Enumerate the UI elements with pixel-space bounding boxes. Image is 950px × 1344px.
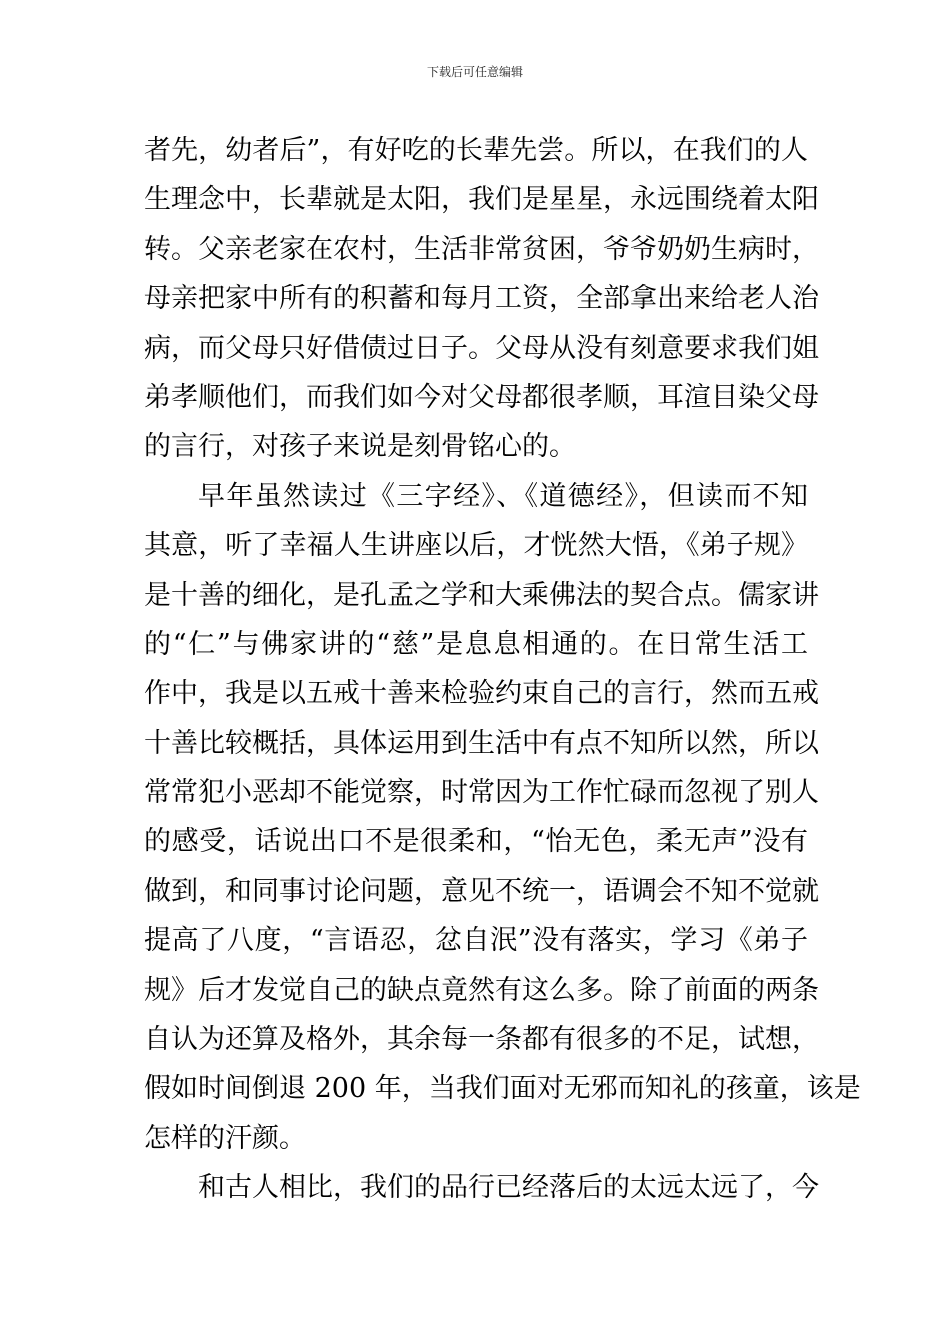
text-line: 病，而父母只好借债过日子。父母从没有刻意要求我们姐	[144, 332, 819, 364]
text-line: 常常犯小恶却不能觉察，时常因为工作忙碌而忽视了别人	[144, 777, 819, 809]
text-line: 母亲把家中所有的积蓄和每月工资，全部拿出来给老人治	[144, 283, 819, 315]
text-line: 作中，我是以五戒十善来检验约束自己的言行，然而五戒	[144, 678, 819, 710]
document-body	[144, 126, 861, 1213]
text-line: 怎样的汗颜。	[144, 1122, 306, 1154]
text-line: 假如时间倒退 200 年，当我们面对无邪而知礼的孩童，该是	[144, 1073, 861, 1105]
paragraph	[144, 1163, 819, 1212]
text-line: 早年虽然读过《三字经》、《道德经》，但读而不知	[198, 480, 808, 512]
text-line: 规》后才发觉自己的缺点竟然有这么多。除了前面的两条	[144, 974, 819, 1006]
text-line: 十善比较概括，具体运用到生活中有点不知所以然，所以	[144, 727, 819, 759]
text-line: 是十善的细化，是孔孟之学和大乘佛法的契合点。儒家讲	[144, 579, 819, 611]
page-header: 下载后可任意编辑	[426, 65, 523, 79]
text-line: 弟孝顺他们，而我们如今对父母都很孝顺，耳渲目染父母	[144, 381, 819, 413]
text-line: 生理念中，长辈就是太阳，我们是星星，永远围绕着太阳	[144, 184, 819, 216]
text-line: 者先，幼者后”，有好吃的长辈先尝。所以，在我们的人	[144, 135, 808, 166]
text-line: 的感受，话说出口不是很柔和，“怡无色，柔无声”没有	[144, 826, 808, 858]
paragraph	[144, 472, 861, 1163]
text-line: 的言行，对孩子来说是刻骨铭心的。	[144, 431, 576, 463]
paragraph	[144, 126, 819, 472]
text-line: 和古人相比，我们的品行已经落后的太远太远了，今	[198, 1172, 819, 1204]
text-line: 的“仁”与佛家讲的“慈”是息息相通的。在日常生活工	[144, 628, 808, 660]
text-line: 转。父亲老家在农村，生活非常贫困，爷爷奶奶生病时，	[144, 233, 819, 265]
text-line: 提高了八度，“言语忍，忿自泯”没有落实，学习《弟子	[144, 925, 808, 957]
text-line: 其意，听了幸福人生讲座以后，才恍然大悟，《弟子规》	[144, 530, 808, 562]
text-line: 自认为还算及格外，其余每一条都有很多的不足，试想，	[144, 1024, 819, 1056]
text-line: 做到，和同事讨论问题，意见不统一，语调会不知不觉就	[144, 875, 819, 907]
